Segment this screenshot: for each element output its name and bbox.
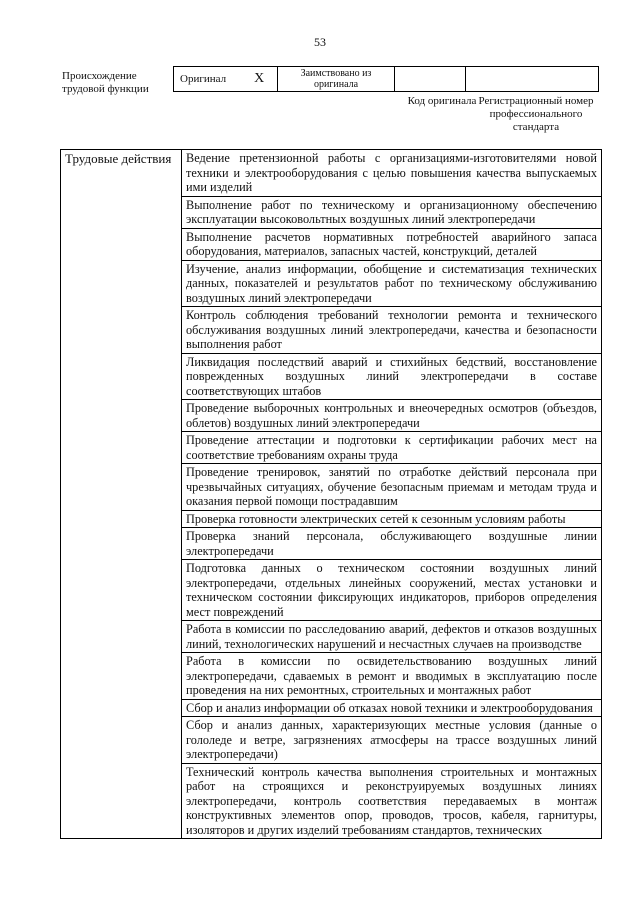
table-row [61,150,602,197]
action-cell: Сбор и анализ информации об отказах новой техники и электрооборудования [182,699,602,717]
code-caption: Код оригинала [407,95,477,107]
reg-number-cell [466,67,599,92]
action-cell: Сбор и анализ данных, характеризующих местные условия (данные о гололеде и ветре, загрязнениях атмосферы на трассе воздушных линий электропередачи) [182,717,602,764]
original-label: Оригинал [180,73,227,85]
labor-actions-table [60,149,602,839]
action-cell: Работа в комиссии по освидетельствованию воздушных линий электропередачи, сдаваемых в ремонт и вводимых в эксплуатацию после проведения на них ремонтных, строительных и монтажных работ [182,653,602,700]
action-cell: Подготовка данных о техническом состоянии воздушных линий электропередачи, отдельных линейных сооружений, местах установки и техническом состоянии фиксирующих индикаторов, приборов определения мест повреждений [182,560,602,621]
category-cell: Трудовые действия [61,150,182,839]
origin-table [173,66,599,92]
action-cell: Ведение претензионной работы с организациями-изготовителями новой техники и электрооборудования с целью повышения качества выпускаемых ими изделий [182,150,602,197]
borrowed-label: Заимствовано из оригинала [300,68,372,90]
action-cell: Изучение, анализ информации, обобщение и систематизация технических данных, показателей и результатов работ по техническому обслуживанию воздушных линий электропередачи [182,260,602,307]
original-cell [174,67,278,92]
action-cell: Технический контроль качества выполнения строительных и монтажных работ на строящихся и реконструируемых воздушных линиях электропередачи, контроль соответствия передаваемых в монтаж конструктивных элементов опор, проводов, тросов, кабеля, гарнитуры, изоляторов и других изделий требованиям стандартов, технических [182,763,602,839]
action-cell: Выполнение работ по техническому и организационному обеспечению эксплуатации высоковольтных воздушных линий электропередачи [182,196,602,228]
action-cell: Контроль соблюдения требований технологии ремонта и технического обслуживания воздушных линий электропередачи, качества и безопасности выполнения работ [182,307,602,354]
action-cell: Проведение тренировок, занятий по отработке действий персонала при чрезвычайных ситуациях, обучение безопасным приемам и методам труда и оказания первой помощи пострадавшим [182,464,602,511]
borrowed-cell [278,67,395,92]
code-cell [395,67,466,92]
action-cell: Проведение выборочных контрольных и внеочередных осмотров (объездов, облетов) воздушных линий электропередачи [182,400,602,432]
action-cell: Проверка знаний персонала, обслуживающего воздушные линии электропередачи [182,528,602,560]
action-cell: Проверка готовности электрических сетей к сезонным условиям работы [182,510,602,528]
reg-number-caption: Регистрационный номер профессионального стандарта [478,95,594,133]
action-cell: Работа в комиссии по расследованию аварий, дефектов и отказов воздушных линий, технологических нарушений и несчастных случаев на производстве [182,621,602,653]
action-cell: Ликвидация последствий аварий и стихийных бедствий, восстановление поврежденных воздушных линий электропередачи в составе соответствующих штабов [182,353,602,400]
action-cell: Проведение аттестации и подготовки к сертификации рабочих мест на соответствие требованиям охраны труда [182,432,602,464]
action-cell: Выполнение расчетов нормативных потребностей аварийного запаса оборудования, материалов, запасных частей, конструкций, деталей [182,228,602,260]
page-number: 53 [314,35,326,49]
origin-label: Происхождение трудовой функции [62,70,149,95]
original-mark: X [254,71,265,86]
